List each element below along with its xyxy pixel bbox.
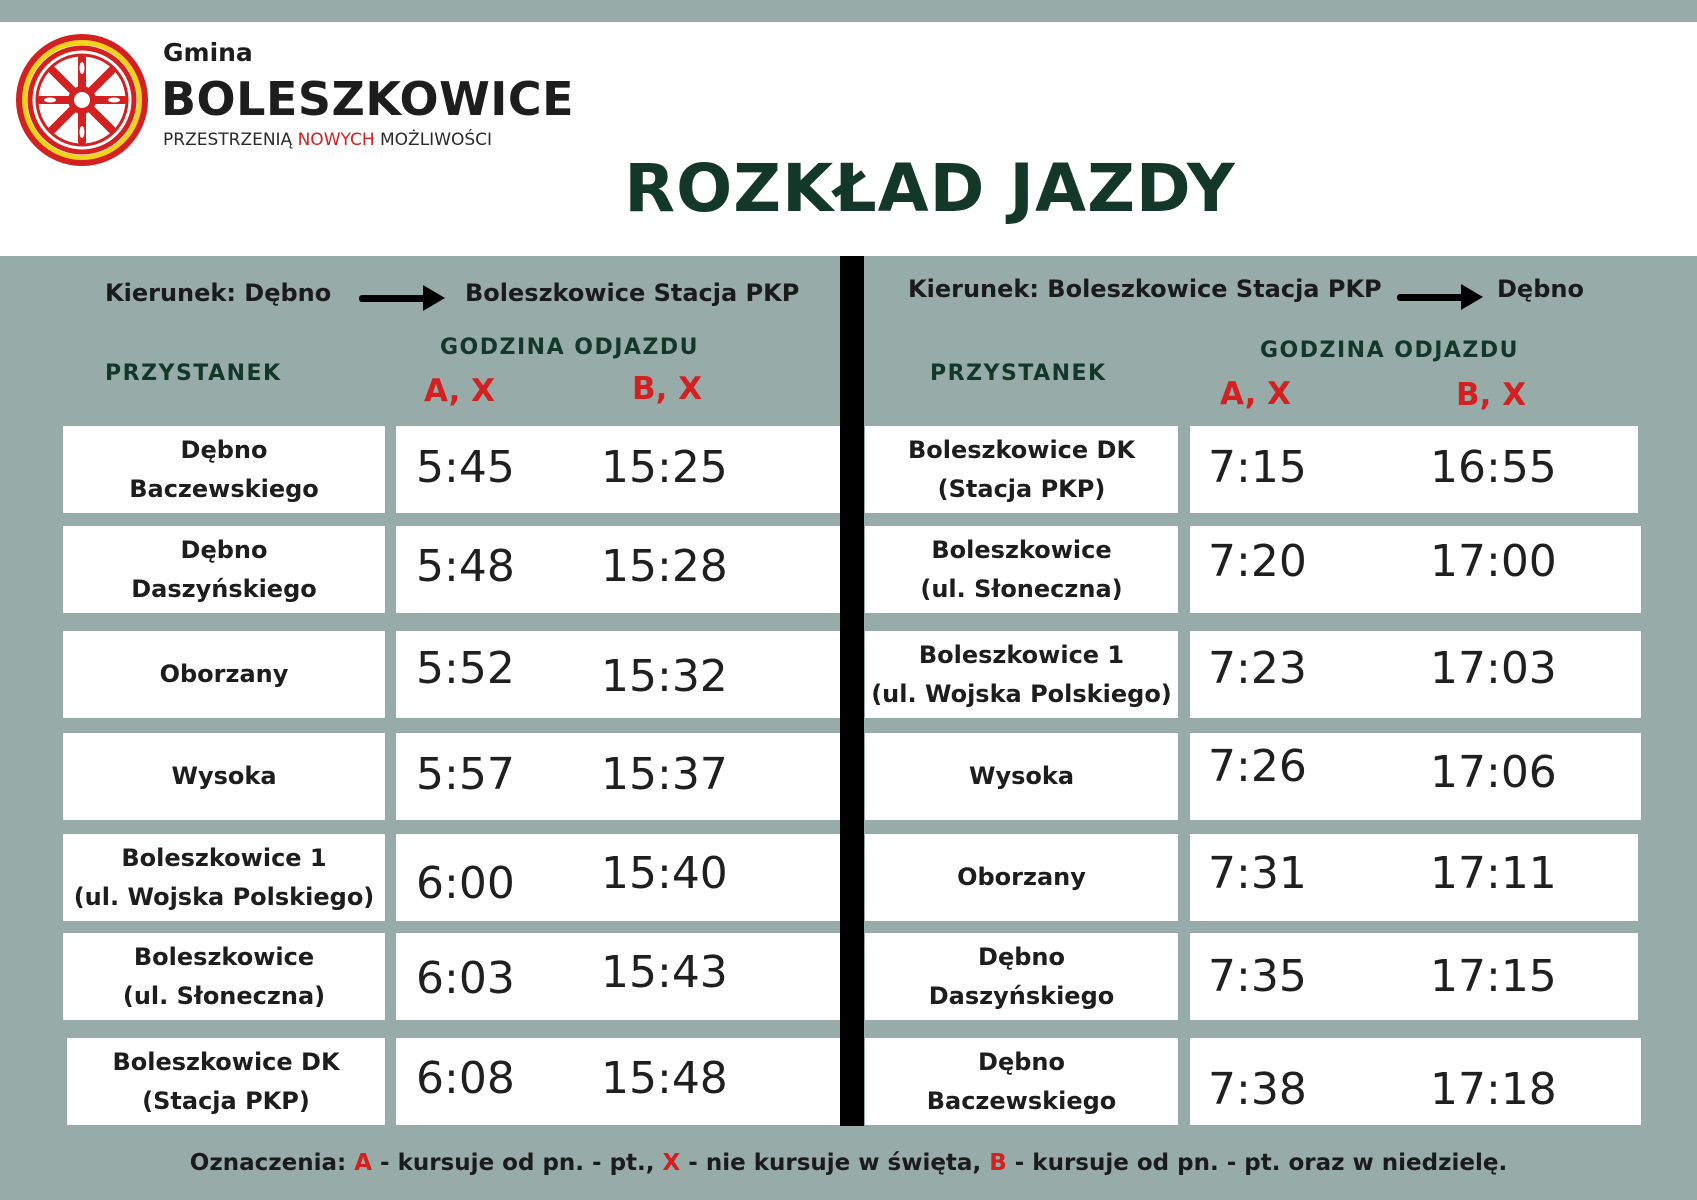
legend-a-code: A	[354, 1150, 373, 1176]
stop-name-line2: Baczewskiego	[129, 474, 319, 503]
departure-time-b: 17:15	[1430, 951, 1557, 1002]
right-stop-cell	[865, 1038, 1178, 1125]
left-time-cell	[396, 933, 840, 1020]
stop-name-line1: Oborzany	[957, 863, 1086, 891]
stop-name-line1: Dębno	[180, 435, 268, 464]
departure-time-a: 7:23	[1208, 643, 1307, 694]
legend-prefix: Oznaczenia:	[189, 1150, 355, 1176]
page-title: ROZKŁAD JAZDY	[624, 150, 1236, 227]
tagline-part2: NOWYCH	[297, 130, 375, 150]
right-time-cell	[1190, 1038, 1641, 1125]
left-time-header: GODZINA ODJAZDU	[440, 335, 700, 360]
departure-time-b: 17:06	[1430, 747, 1557, 798]
stop-name-line1: Boleszkowice DK	[112, 1047, 340, 1076]
right-time-cell	[1190, 631, 1641, 718]
stop-name-line2: (ul. Wojska Polskiego)	[871, 679, 1172, 708]
departure-time-b: 16:55	[1430, 442, 1557, 493]
left-time-cell	[396, 526, 840, 613]
departure-time-a: 7:38	[1208, 1064, 1307, 1115]
stop-name-line1: Boleszkowice 1	[918, 640, 1125, 669]
stop-name-line1: Boleszkowice 1	[121, 843, 327, 872]
stop-name-line2: Daszyńskiego	[131, 574, 317, 603]
left-stop-cell	[63, 631, 385, 718]
right-time-cell	[1190, 426, 1638, 513]
header-banner	[0, 22, 1697, 256]
departure-time-a: 6:08	[416, 1053, 515, 1104]
departure-time-b: 17:18	[1430, 1064, 1557, 1115]
departure-time-a: 7:35	[1208, 951, 1307, 1002]
stop-name-line2: (ul. Słoneczna)	[122, 981, 326, 1010]
right-time-cell	[1190, 733, 1641, 820]
left-time-cell	[396, 733, 840, 820]
right-time-cell	[1190, 933, 1638, 1020]
stop-name-line2: Baczewskiego	[926, 1086, 1117, 1115]
left-stop-cell	[63, 933, 385, 1020]
left-time-cell	[396, 631, 840, 718]
left-stop-cell	[63, 733, 385, 820]
right-stop-header: PRZYSTANEK	[930, 361, 1107, 386]
legend-b-text: - kursuje od pn. - pt. oraz w niedzielę.	[1006, 1150, 1508, 1176]
legend-x-text: - nie kursuje w święta,	[680, 1150, 990, 1176]
right-direction-from: Kierunek: Boleszkowice Stacja PKP	[908, 275, 1382, 303]
left-direction-to: Boleszkowice Stacja PKP	[465, 279, 800, 307]
departure-time-b: 15:37	[601, 749, 728, 800]
right-time-header: GODZINA ODJAZDU	[1260, 338, 1520, 363]
stop-name-line2: (ul. Wojska Polskiego)	[73, 882, 375, 911]
left-col-a-label: A, X	[424, 373, 496, 409]
right-stop-cell	[865, 631, 1178, 718]
departure-time-b: 15:25	[601, 442, 728, 493]
right-col-b-label: B, X	[1456, 377, 1527, 413]
departure-time-b: 15:48	[601, 1053, 728, 1104]
departure-time-a: 7:20	[1208, 536, 1307, 587]
departure-time-b: 17:11	[1430, 848, 1557, 899]
stop-name-line1: Wysoka	[171, 762, 277, 790]
left-time-cell	[396, 834, 840, 921]
left-stop-cell	[67, 1038, 385, 1125]
departure-time-b: 17:00	[1430, 536, 1557, 587]
departure-time-a: 6:03	[416, 953, 515, 1004]
left-stop-cell	[63, 426, 385, 513]
left-stop-cell	[63, 834, 385, 921]
tagline-part3: MOŻLIWOŚCI	[374, 130, 493, 150]
departure-time-a: 5:52	[416, 643, 515, 694]
left-stop-header: PRZYSTANEK	[105, 361, 282, 386]
column-divider	[840, 256, 864, 1126]
departure-time-a: 5:57	[416, 749, 515, 800]
departure-time-b: 17:03	[1430, 643, 1557, 694]
right-direction-to: Dębno	[1497, 275, 1584, 303]
arrow-right-icon	[1395, 280, 1487, 314]
left-direction-from: Kierunek: Dębno	[105, 279, 332, 307]
right-time-cell	[1190, 526, 1641, 613]
wheel-coat-of-arms-icon	[12, 30, 152, 170]
left-stop-cell	[63, 526, 385, 613]
departure-time-b: 15:28	[601, 541, 728, 592]
departure-time-b: 15:40	[601, 848, 728, 899]
stop-name-line1: Wysoka	[968, 762, 1075, 790]
departure-time-a: 7:15	[1208, 442, 1307, 493]
right-stop-cell	[865, 733, 1178, 820]
stop-name-line1: Boleszkowice	[133, 942, 315, 971]
right-stop-cell	[865, 933, 1178, 1020]
departure-time-a: 6:00	[416, 858, 515, 909]
departure-time-a: 5:48	[416, 541, 515, 592]
stop-name-line1: Dębno	[978, 942, 1065, 971]
stop-name-line1: Dębno	[180, 535, 268, 564]
departure-time-b: 15:32	[601, 651, 728, 702]
stop-name-line2: (Stacja PKP)	[937, 474, 1106, 503]
legend	[0, 1150, 1697, 1176]
departure-time-a: 7:26	[1208, 741, 1307, 792]
left-time-cell	[396, 1038, 840, 1125]
stop-name-line2: (ul. Słoneczna)	[920, 574, 1123, 603]
departure-time-a: 7:31	[1208, 848, 1307, 899]
legend-b-code: B	[989, 1150, 1007, 1176]
right-stop-cell	[865, 526, 1178, 613]
stop-name-line1: Boleszkowice DK	[907, 435, 1136, 464]
tagline	[163, 130, 492, 150]
left-time-cell	[396, 426, 840, 513]
right-stop-cell	[865, 426, 1178, 513]
legend-a-text: - kursuje od pn. - pt.,	[372, 1150, 663, 1176]
gmina-label: Gmina	[163, 38, 253, 67]
tagline-part1: PRZESTRZENIĄ	[163, 130, 298, 150]
stop-name-line1: Oborzany	[159, 660, 289, 688]
stop-name-line2: Daszyńskiego	[928, 981, 1115, 1010]
stop-name-line1: Boleszkowice	[931, 535, 1112, 564]
legend-x-code: X	[662, 1150, 681, 1176]
right-col-a-label: A, X	[1220, 376, 1292, 412]
departure-time-b: 15:43	[601, 947, 728, 998]
left-col-b-label: B, X	[632, 371, 703, 407]
brand-name: BOLESZKOWICE	[161, 72, 575, 126]
right-stop-cell	[865, 834, 1178, 921]
stop-name-line2: (Stacja PKP)	[142, 1086, 310, 1115]
arrow-right-icon	[357, 281, 449, 315]
stop-name-line1: Dębno	[978, 1047, 1065, 1076]
departure-time-a: 5:45	[416, 442, 515, 493]
right-time-cell	[1190, 834, 1638, 921]
